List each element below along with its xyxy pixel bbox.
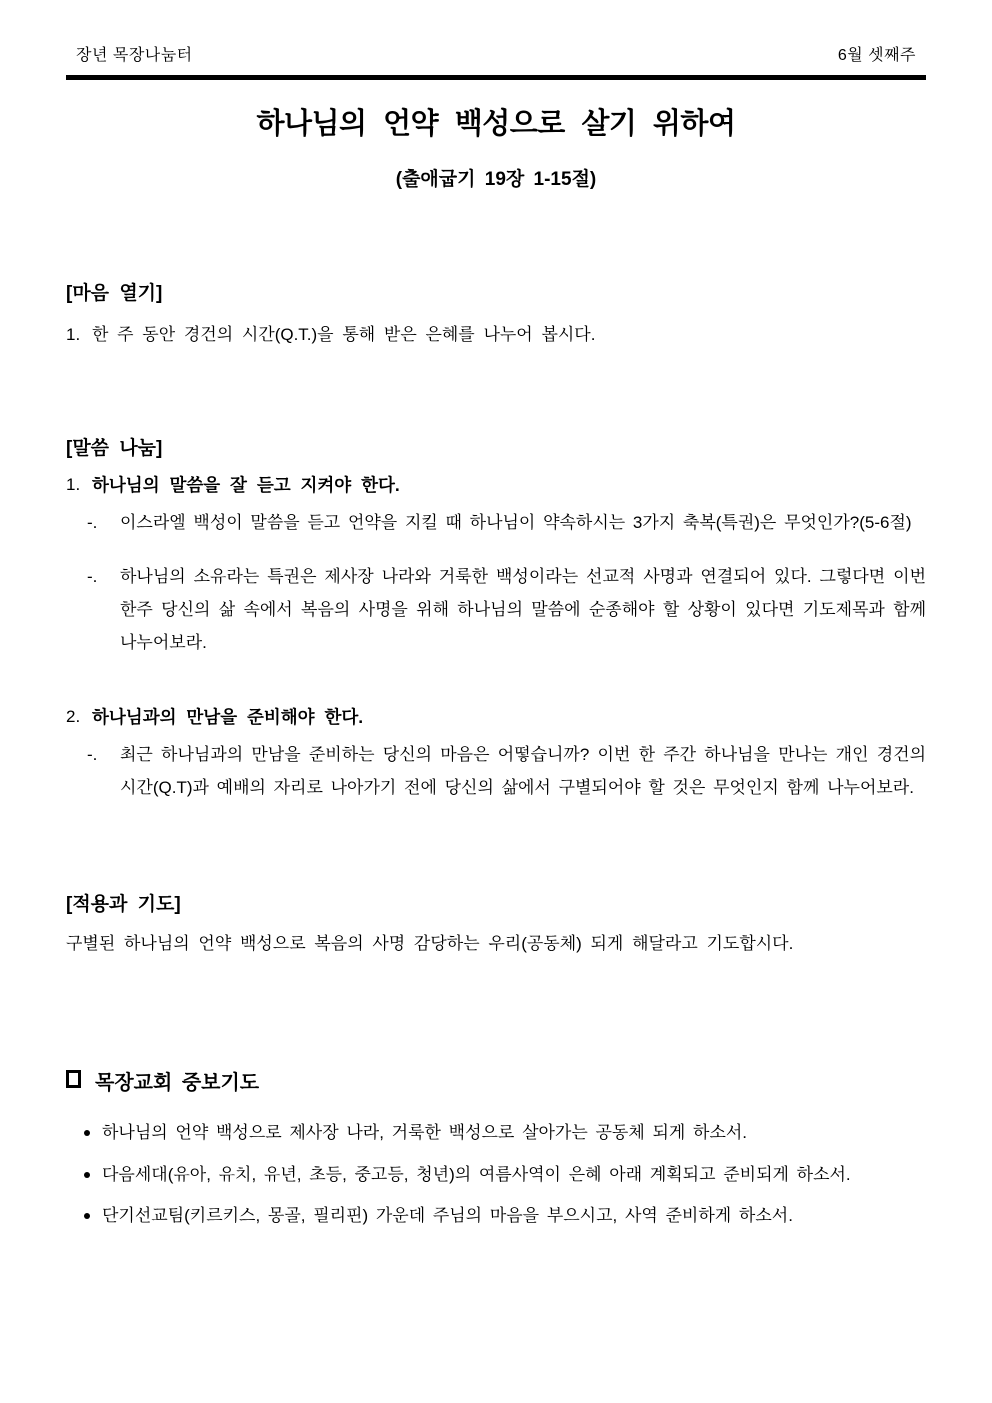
section-application-prayer [66, 894, 926, 956]
bullet-dot-icon [84, 1213, 90, 1219]
application-text: 구별된 하나님의 언약 백성으로 복음의 사명 감당하는 우리(공동체) 되게 해달라고 기도합시다. [66, 933, 794, 953]
statement-text: 하나님의 말씀을 잘 듣고 지켜야 한다. [92, 475, 400, 496]
header-date-label: 6월 셋째주 [837, 47, 916, 64]
section-heading: [말씀 나눔] [66, 437, 163, 459]
statement-text: 하나님과의 만남을 준비해야 한다. [92, 706, 364, 727]
header-doc-type-label: 장년 목장나눔터 [76, 47, 193, 64]
hollow-square-icon [66, 1070, 81, 1088]
intercession-list [66, 1122, 926, 1229]
sub-question [66, 560, 926, 659]
doc-title: 하나님의 언약 백성으로 살기 위하여 [256, 108, 736, 140]
point-statement [66, 706, 926, 729]
sub-question [66, 738, 926, 804]
list-item [84, 1164, 926, 1187]
item-number: 1. [66, 324, 81, 344]
section-heading: [적용과 기도] [66, 893, 181, 915]
intercession-heading-row [66, 1066, 926, 1095]
sub-question [66, 512, 926, 535]
section-intercession [66, 1066, 926, 1229]
bullet-dot-icon [84, 1172, 90, 1178]
dash-marker: -. [87, 513, 98, 533]
dash-marker: -. [87, 744, 98, 764]
point-statement [66, 474, 926, 497]
list-item [66, 324, 926, 347]
intercession-heading: 목장교회 중보기도 [95, 1071, 260, 1094]
item-number: 2. [66, 706, 81, 726]
list-item [84, 1122, 926, 1145]
sub-question-text: 하나님의 소유라는 특권은 제사장 나라와 거룩한 백성이라는 선교적 사명과 연결되어 있다. 그렇다면 이번 한주 당신의 삶 속에서 복음의 사명을 위해 하나님의 말씀에 순종해야 할 상황이 있다면 기도제목과 함께 나누어보라. [120, 567, 926, 653]
doc-subtitle: (출애굽기 19장 1-15절) [395, 168, 597, 190]
sub-question-text: 최근 하나님과의 만남을 준비하는 당신의 마음은 어떻습니까? 이번 한 주간 하나님을 만나는 개인 경건의 시간(Q.T)과 예배의 자리로 나아가기 전에 당신의 삶에서 구별되어야 할 것은 무엇인지 함께 나누어보라. [120, 744, 926, 797]
page-header [66, 46, 926, 66]
item-text: 한 주 동안 경건의 시간(Q.T.)을 통해 받은 은혜를 나누어 봅시다. [92, 324, 596, 344]
sub-question-text: 이스라엘 백성이 말씀을 듣고 언약을 지킬 때 하나님이 약속하시는 3가지 축복(특권)은 무엇인가?(5-6절) [120, 513, 912, 533]
dash-marker: -. [87, 567, 98, 587]
prayer-item-text: 단기선교팀(키르키스, 몽골, 필리핀) 가운데 주님의 마음을 부으시고, 사역 준비하게 하소서. [102, 1206, 793, 1226]
item-number: 1. [66, 475, 81, 495]
bullet-dot-icon [84, 1130, 90, 1136]
section-word-sharing [66, 438, 926, 804]
prayer-item-text: 하나님의 언약 백성으로 제사장 나라, 거룩한 백성으로 살아가는 공동체 되게 하소서. [102, 1122, 748, 1142]
section-heading: [마음 열기] [66, 282, 163, 304]
section-mind-opening [66, 283, 926, 347]
header-rule [66, 75, 926, 80]
list-item [84, 1205, 926, 1228]
prayer-item-text: 다음세대(유아, 유치, 유년, 초등, 중고등, 청년)의 여름사역이 은혜 아래 계획되고 준비되게 하소서. [102, 1164, 851, 1184]
